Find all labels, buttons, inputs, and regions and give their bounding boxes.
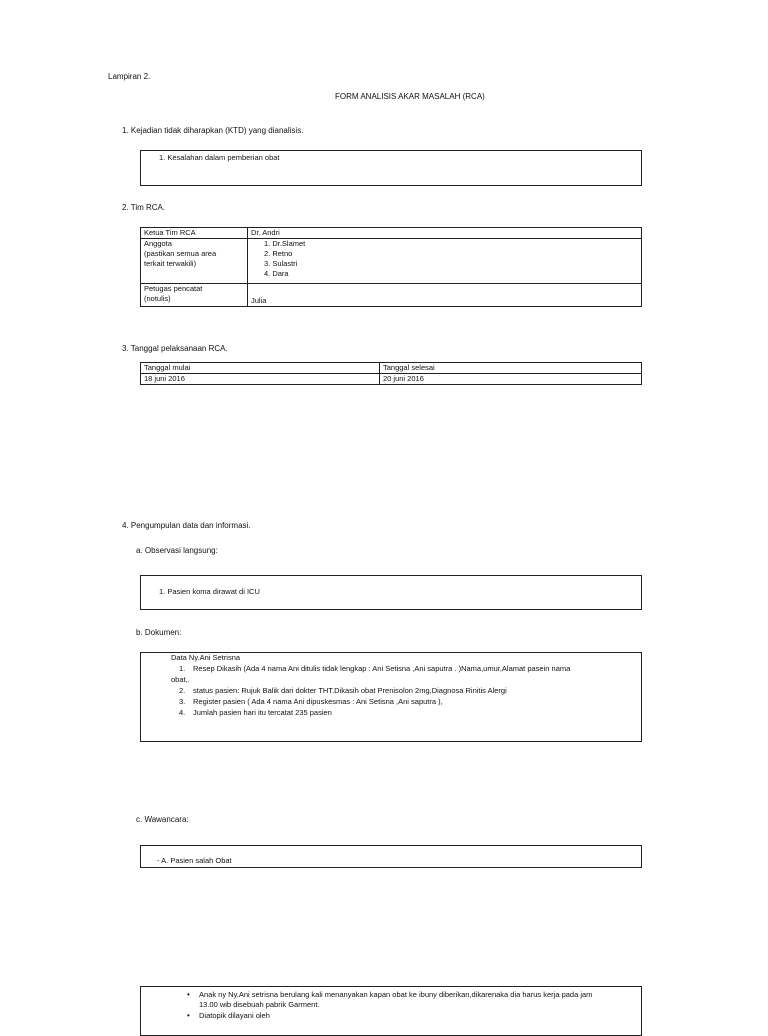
section-1-heading: 1. Kejadian tidak diharapkan (KTD) yang dianalisis.	[122, 126, 304, 135]
members-label-line-3: terkait terwakili)	[144, 259, 197, 268]
document-item: 1. Resep Dikasih (Ada 4 nama Ani ditulis tidak lengkap : Ani Setisna ,Ani saputra . )Nama,umur,Alamat pasein nama	[179, 664, 571, 673]
start-date-value: 18 juni 2016	[141, 374, 380, 385]
ktd-item: 1. Kesalahan dalam pemberian obat	[159, 153, 280, 162]
document-item: 4. Jumlah pasien hari itu tercatat 235 pasien	[179, 708, 332, 717]
observation-item: 1. Pasien koma dirawat di ICU	[159, 587, 260, 596]
rca-date-table	[140, 362, 642, 385]
document-item: 3. Register pasien ( Ada 4 nama Ani dipuskesmas : Ani Setisna ,Ani saputra ),	[179, 697, 443, 706]
document-box	[140, 652, 642, 742]
members-list	[248, 239, 642, 284]
start-date-label: Tanggal mulai	[141, 363, 380, 374]
notetaker-name: Julia	[251, 296, 267, 305]
attachment-label: Lampiran 2.	[108, 72, 151, 81]
rca-team-table	[140, 227, 642, 307]
document-intro: Data Ny.Ani Setrisna	[171, 653, 241, 662]
member-item: 4. Dara	[264, 269, 289, 278]
interview-bullet: • Anak ny Ny.Ani setrisna berulang kali menanyakan kapan obat ke ibuny diberikan,dikarenaka dia harus kerja pada jam	[187, 990, 592, 1000]
end-date-label: Tanggal selesai	[380, 363, 642, 374]
form-title: FORM ANALISIS AKAR MASALAH (RCA)	[335, 92, 485, 101]
observation-heading: a. Observasi langsung:	[136, 546, 218, 555]
interview-bullet-continuation: 13.00 wib disebuah pabrik Garment.	[199, 1000, 320, 1009]
end-date-value: 20 juni 2016	[380, 374, 642, 385]
members-label-line-1: Anggota	[144, 239, 172, 248]
interview-bullet: • Diatopik dilayani oleh	[187, 1011, 270, 1021]
interview-box	[140, 845, 642, 868]
document-item: 2. status pasien: Rujuk Balik dari dokter THT.Dikasih obat Prenisolon 2mg,Diagnosa Rinitis Alergi	[179, 686, 507, 695]
team-leader-label: Ketua Tim RCA	[141, 228, 248, 239]
observation-box	[140, 575, 642, 610]
member-item: 3. Sulastri	[264, 259, 298, 268]
notetaker-label	[141, 284, 248, 307]
interview-item: - A. Pasien salah Obat	[157, 856, 232, 865]
notetaker-label-line-1: Petugas pencatat	[144, 284, 203, 293]
member-item: 2. Retno	[264, 249, 293, 258]
section-4-heading: 4. Pengumpulan data dan informasi.	[122, 521, 251, 530]
members-label-line-2: (pastikan semua area	[144, 249, 217, 258]
member-item: 1. Dr.Slamet	[264, 239, 306, 248]
document-item-continuation: obat,.	[171, 675, 190, 684]
ktd-box	[140, 150, 642, 186]
notetaker-value	[248, 284, 642, 307]
interview-detail-box	[140, 986, 642, 1036]
notetaker-label-line-2: (notulis)	[144, 294, 171, 303]
team-leader-value: Dr. Andri	[248, 228, 642, 239]
interview-heading: c. Wawancara:	[136, 815, 189, 824]
document-heading: b. Dokumen:	[136, 628, 182, 637]
section-3-heading: 3. Tanggal pelaksanaan RCA.	[122, 344, 228, 353]
members-label	[141, 239, 248, 284]
section-2-heading: 2. Tim RCA.	[122, 203, 166, 212]
